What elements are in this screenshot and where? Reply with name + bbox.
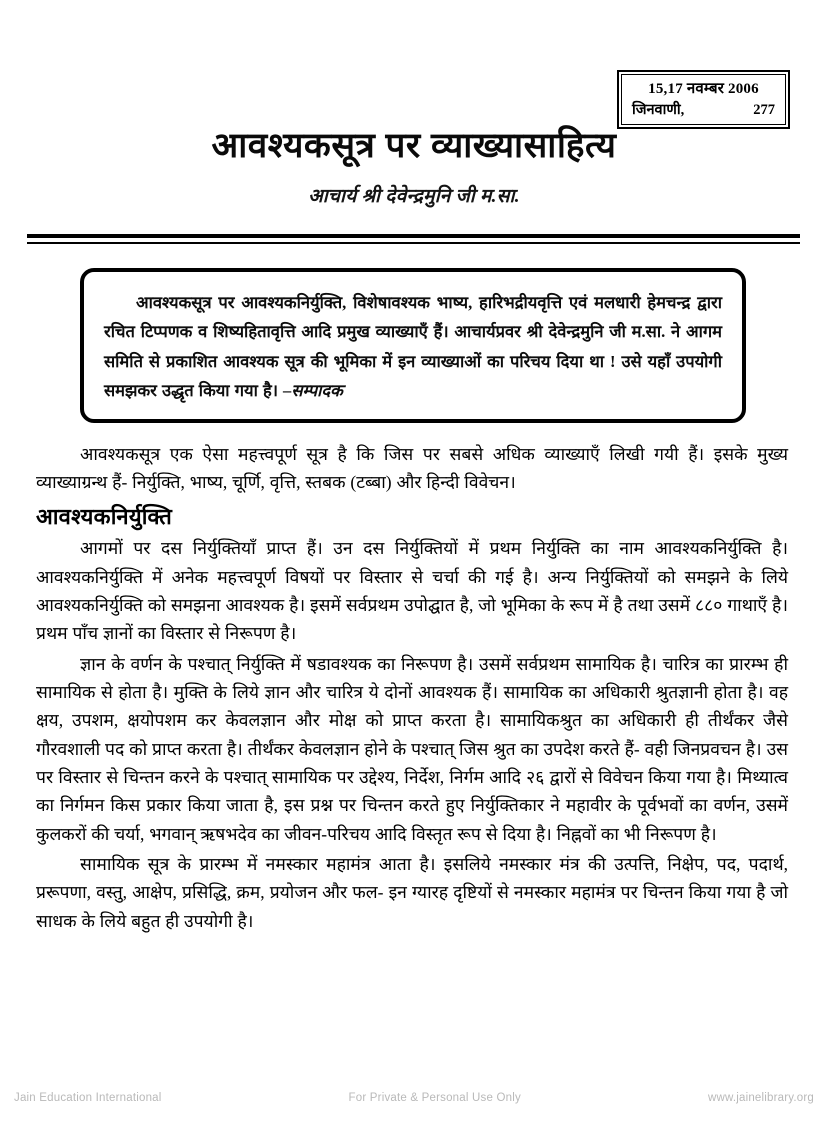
issue-date-box-inner (621, 74, 786, 125)
page-title: आवश्यकसूत्र पर व्याख्यासाहित्य (211, 126, 617, 165)
page-number: 277 (753, 102, 775, 119)
journal-name: जिनवाणी, (632, 102, 685, 119)
divider-thin-line (27, 242, 800, 244)
divider-thick-line (27, 234, 800, 238)
paragraph-namaskara-mantra: सामायिक सूत्र के प्रारम्भ में नमस्कार महामंत्र आता है। इसलिये नमस्कार मंत्र की उत्पत्ति, निक्षेप, पद, पदार्थ, प्ररूपणा, वस्तु, आक्षेप, प्रसिद्धि, क्रम, प्रयोजन और फल- इन ग्यारह दृष्टियों से नमस्कार महामंत्र पर चिन्तन किया गया है जो साधक के लिये बहुत ही उपयोगी है। (36, 853, 788, 931)
abstract-signature: –सम्पादक (283, 381, 343, 401)
issue-date-box (617, 70, 790, 129)
abstract-text (104, 288, 722, 405)
abstract-box (80, 268, 746, 423)
paragraph-niryukti-overview: आगमों पर दस निर्युक्तियाँ प्राप्त हैं। उन दस निर्युक्तियों में प्रथम निर्युक्ति का नाम आवश्यकनिर्युक्ति है। आवश्यकनिर्युक्ति में अनेक महत्त्वपूर्ण विषयों पर विस्तार से चर्चा की गई है। अन्य निर्युक्तियों को समझने के लिये आवश्यकनिर्युक्ति को समझना आवश्यक है। इसमें सर्वप्रथम उपोद्घात है, जो भूमिका के रूप में है तथा उसमें ८८० गाथाएँ है। प्रथम पाँच ज्ञानों का विस्तार से निरूपण है। (36, 538, 788, 644)
paragraph-intro: आवश्यकसूत्र एक ऐसा महत्त्वपूर्ण सूत्र है कि जिस पर सबसे अधिक व्याख्याएँ लिखी गयी हैं। इसके मुख्य व्याख्याग्रन्थ हैं- निर्युक्ति, भाष्य, चूर्णि, वृत्ति, स्तबक (टब्बा) और हिन्दी विवेचन। (36, 444, 788, 493)
issue-date: 15,17 नवम्बर 2006 (648, 81, 759, 97)
footer-organization: Jain Education International (14, 1092, 162, 1104)
abstract-body: आवश्यकसूत्र पर आवश्यकनिर्युक्ति, विशेषावश्यक भाष्य, हारिभद्रीयवृत्ति एवं मलधारी हेमचन्द्र द्वारा रचित टिप्पणक व शिष्यहितावृत्ति आदि प्रमुख व्याख्याएँ हैं। आचार्यप्रवर श्री देवेन्द्रमुनि जी म.सा. ने आगम समिति से प्रकाशित आवश्यक सूत्र की भूमिका में इन व्याख्याओं का परिचय दिया था ! उसे यहाँ उपयोगी समझकर उद्धृत किया गया है। (104, 293, 722, 401)
paragraph-shadavashyaka: ज्ञान के वर्णन के पश्चात् निर्युक्ति में षडावश्यक का निरूपण है। उसमें सर्वप्रथम सामायिक है। चारित्र का प्रारम्भ ही सामायिक से होता है। मुक्ति के लिये ज्ञान और चारित्र ये दोनों आवश्यक हैं। सामायिक का अधिकारी श्रुतज्ञानी होता है। वह क्षय, उपशम, क्षयोपशम कर केवलज्ञान और मोक्ष को प्राप्त करता है। सामायिकश्रुत का अधिकारी ही तीर्थंकर जैसे गौरवशाली पद को प्राप्त करता है। तीर्थंकर केवलज्ञान होने के पश्चात् जिस श्रुत का उपदेश करते हैं- वही जिनप्रवचन है। उस पर विस्तार से चिन्तन करने के पश्चात् सामायिक पर उद्देश्य, निर्देश, निर्गम आदि २६ द्वारों से विवेचन किया गया है। मिथ्यात्व का निर्गमन किस प्रकार किया जाता है, इस प्रश्न पर चिन्तन करते हुए निर्युक्तिकार ने महावीर के पूर्वभवों का वर्णन, उसमें कुलकरों की चर्या, भगवान् ऋषभदेव का जीवन-परिचय आदि विस्तृत रूप से दिया है। निह्नवों का भी निरूपण है। (36, 653, 788, 844)
page-footer (14, 1092, 814, 1104)
journal-reference (630, 99, 777, 119)
section-heading-avashyakaniryukti: आवश्यकनिर्युक्ति (36, 503, 173, 529)
body-content (36, 440, 788, 937)
footer-usage-notice: For Private & Personal Use Only (348, 1092, 521, 1104)
footer-website: www.jainelibrary.org (707, 1092, 814, 1104)
author-byline: आचार्य श्री देवेन्द्रमुनि जी म.सा. (308, 186, 520, 208)
title-block (0, 126, 828, 208)
divider (27, 234, 800, 244)
